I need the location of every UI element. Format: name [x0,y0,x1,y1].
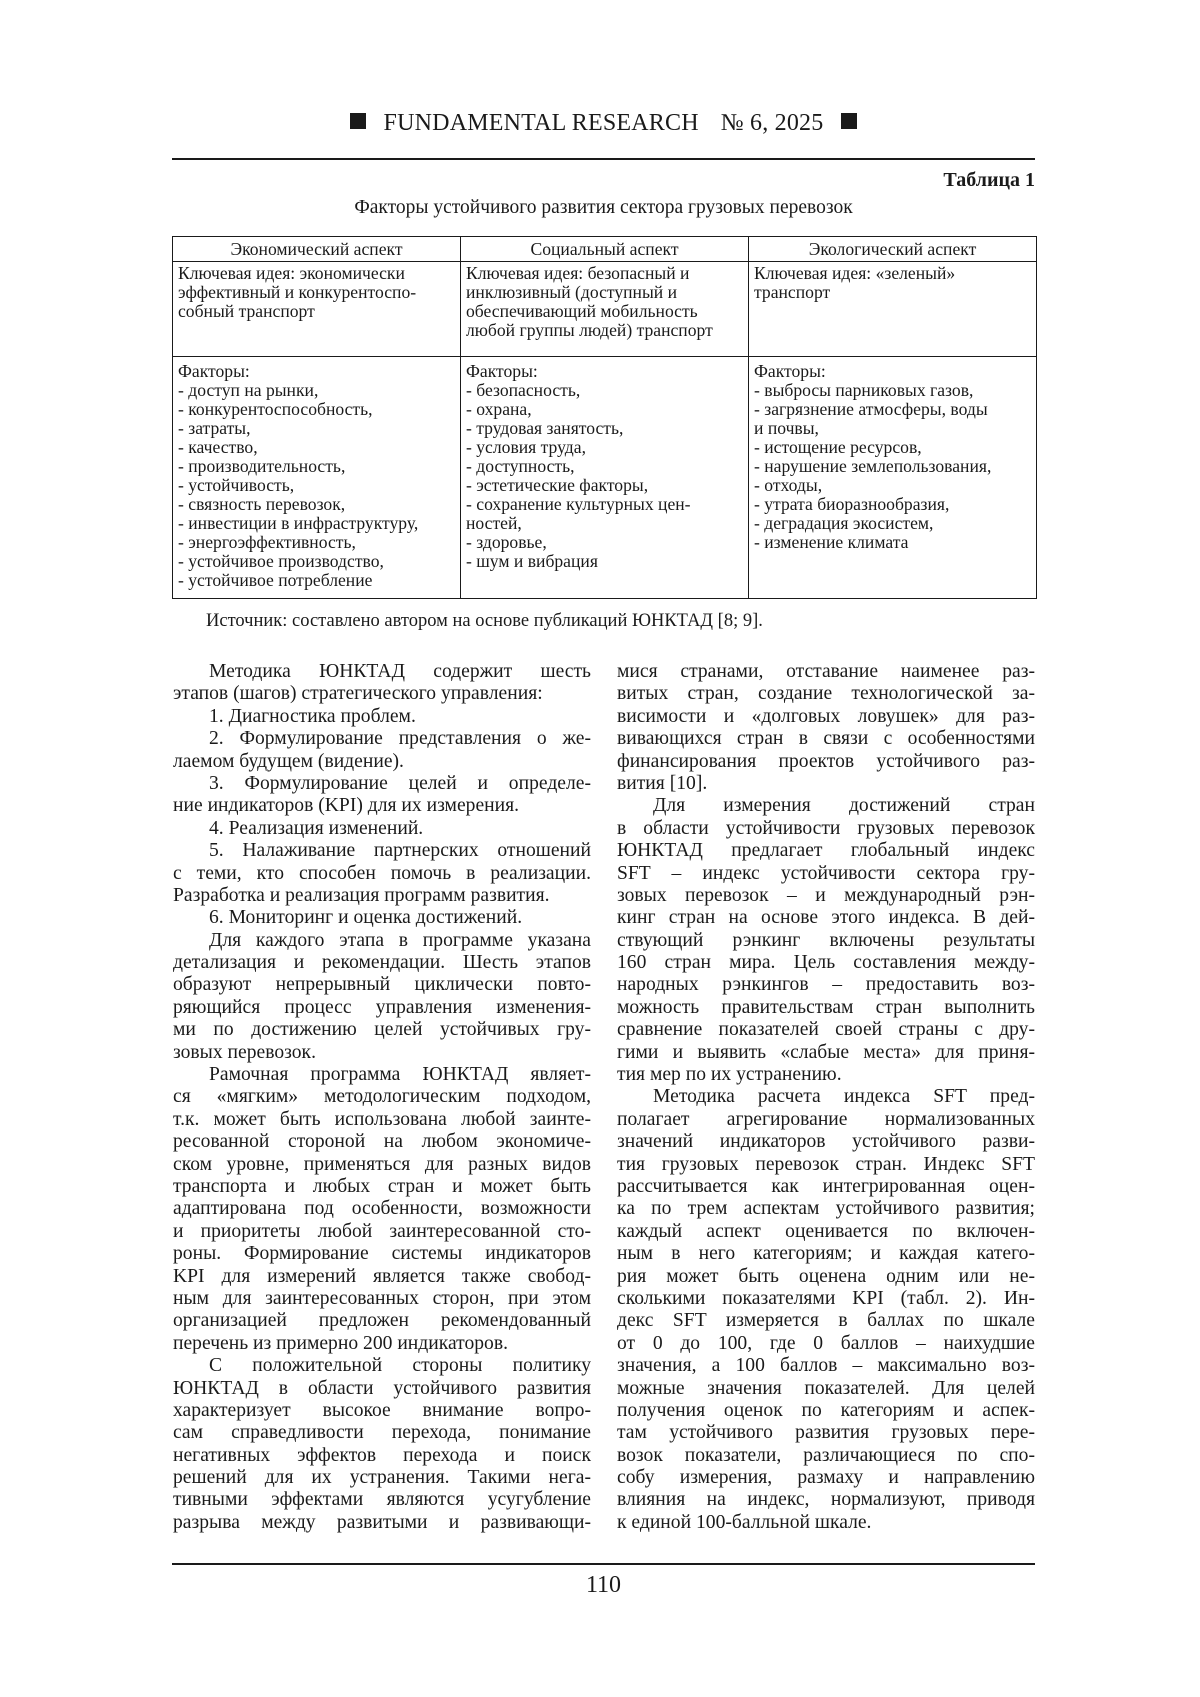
text-line: висимости и «долговых ловушек» для раз- [617,705,1035,727]
text-line: ряющийся процесс управления изменения- [173,996,591,1018]
text-line: разрыва между развитыми и развивающи- [173,1511,591,1533]
factors-cell [461,357,749,599]
table-label: Таблица 1 [943,169,1035,191]
column-header-social: Социальный аспект [461,237,749,262]
text-column-left [173,661,591,1534]
text-line: вития [10]. [617,772,708,794]
cell-line: - шум и вибрация [466,551,598,571]
text-line: рассчитывается как интегрированная оцен- [617,1175,1035,1197]
text-line: ным в него категориям; и каждая катего- [617,1243,1035,1265]
text-line: ние индикаторов (KPI) для их измерения. [173,795,520,817]
text-line: С положительной стороны политику [209,1355,591,1377]
text-line: к единой 100-балльной шкале. [617,1511,872,1533]
key-idea-cell [173,262,461,357]
cell-line: Ключевая идея: «зеленый» [754,263,956,283]
text-line: этапов (шагов) стратегического управления: [173,683,543,705]
text-line: транспорта и любых стран и может быть [173,1175,591,1197]
factors-cell [173,357,461,599]
text-line: Разработка и реализация программ развития. [173,884,550,906]
cell-line: инклюзивный (доступный и [466,282,678,302]
text-line: зовых перевозок. [173,1041,316,1063]
text-line: возок показатели, различающиеся по спо- [617,1444,1035,1466]
cell-line: - истощение ресурсов, [754,437,922,457]
column-header-ecological: Экологический аспект [749,237,1037,262]
cell-line: - утрата биоразнообразия, [754,494,950,514]
cell-line: - устойчивое потребление [178,570,373,590]
text-line: и приоритеты любой заинтересованной сто- [173,1220,591,1242]
cell-line: - энергоэффективность, [178,532,356,552]
cell-line: - связность перевозок, [178,494,346,514]
text-line: в области устойчивости грузовых перевозок [617,817,1035,839]
text-line: ми по достижению целей устойчивых гру- [173,1019,591,1041]
cell-line: - сохранение культурных цен- [466,494,691,514]
key-idea-cell [749,262,1037,357]
cell-line: Факторы: [466,361,538,381]
cell-line: - выбросы парниковых газов, [754,380,974,400]
journal-title: FUNDAMENTAL RESEARCH [383,110,699,136]
text-line: 2. Формулирование представления о же- [209,728,591,750]
text-line: ЮНКТАД в области устойчивого развития [173,1377,591,1399]
text-line: Методика ЮНКТАД содержит шесть [209,661,591,682]
header-rule [172,158,1035,160]
text-line: рия может быть оценена одним или не- [617,1265,1035,1287]
issue-number: № 6, 2025 [720,110,824,136]
text-line: влияния на индекс, нормализуют, приводя [617,1489,1035,1511]
running-header [172,110,1035,137]
text-line: сколькими показателями KPI (табл. 2). Ин- [617,1287,1035,1309]
text-line: ствующий рэнкинг включены результаты [617,929,1035,951]
table-header-row [173,237,1037,262]
text-line: Для каждого этапа в программе указана [209,929,591,951]
text-line: SFT – индекс устойчивости сектора гру- [617,862,1035,884]
cell-line: - охрана, [466,399,532,419]
key-idea-row [173,262,1037,357]
text-line: народных рэнкингов – предоставить воз- [617,974,1035,996]
cell-line: - затраты, [178,418,251,438]
text-line: ресованной стороной на любом экономиче- [173,1131,591,1153]
text-line: ным для заинтересованных сторон, при этом [173,1287,591,1309]
text-line: вивающихся стран в связи с особенностями [617,728,1035,750]
cell-line: эффективный и конкурентоспо- [178,282,417,302]
cell-line: - доступ на рынки, [178,380,319,400]
column-header-economic: Экономический аспект [173,237,461,262]
text-line: мися странами, отставание наименее раз- [617,661,1035,682]
text-line: 1. Диагностика проблем. [209,705,416,727]
text-line: декс SFT измеряется в баллах по шкале [617,1310,1035,1332]
cell-line: - безопасность, [466,380,581,400]
cell-line: любой группы людей) транспорт [466,320,713,340]
text-line: 160 стран мира. Цель составления между- [617,952,1035,974]
text-line: Методика расчета индекса SFT пред- [653,1086,1035,1108]
text-line: значений индикаторов устойчивого разви- [617,1131,1035,1153]
text-line: детализация и рекомендации. Шесть этапов [173,952,591,974]
cell-line: - изменение климата [754,532,909,552]
text-line: 4. Реализация изменений. [209,817,424,839]
text-line: сам справедливости перехода, понимание [173,1422,591,1444]
cell-line: собный транспорт [178,301,315,321]
cell-line: Факторы: [754,361,826,381]
text-line: получения оценок по категориям и аспек- [617,1399,1035,1421]
cell-line: - устойчивое производство, [178,551,384,571]
page-number: 110 [585,1572,622,1598]
cell-line: - нарушение землепользования, [754,456,992,476]
cell-line: - деградация экосистем, [754,513,934,533]
text-line: адаптирована под особенности, возможности [173,1198,591,1220]
text-line: организацией предложен рекомендованный [173,1310,591,1332]
text-line: т.к. может быть использована любой заинте- [173,1108,591,1130]
text-line: кинг стран на основе этого индекса. В дей- [617,907,1035,929]
cell-line: обеспечивающий мобильность [466,301,698,321]
cell-line: - устойчивость, [178,475,295,495]
table-caption: Факторы устойчивого развития сектора грузовых перевозок [354,197,853,218]
text-line: ка по трем аспектам устойчивого развития; [617,1198,1035,1220]
table-source-note: Источник: составлено автором на основе публикаций ЮНКТАД [8; 9]. [206,611,763,631]
text-line: ском уровне, применяться для разных видов [173,1153,591,1175]
text-line: тия мер по их устранению. [617,1064,842,1086]
text-line: Рамочная программа ЮНКТАД являет- [209,1064,591,1086]
text-line: там устойчивого развития грузовых пере- [617,1422,1035,1444]
cell-line: - трудовая занятость, [466,418,624,438]
text-line: лаемом будущем (видение). [173,750,404,772]
text-line: собу измерения, размаху и направлению [617,1467,1035,1489]
cell-line: - конкурентоспособность, [178,399,373,419]
text-line: перечень из примерно 200 индикаторов. [173,1332,508,1354]
text-line: KPI для измерений является также свобод- [173,1265,591,1287]
square-bullet-icon [841,113,857,129]
text-column-right [617,661,1035,1534]
text-line: сравнение показателей своей страны с дру- [617,1019,1035,1041]
text-line: витых стран, создание технологической за- [617,683,1035,705]
text-line: зовых перевозок – и международный рэн- [617,884,1035,906]
cell-line: Факторы: [178,361,250,381]
text-line: Для измерения достижений стран [653,795,1035,817]
cell-line: транспорт [754,282,831,302]
text-line: значения, а 100 баллов – максимально воз- [617,1355,1035,1377]
text-line: 6. Мониторинг и оценка достижений. [209,907,523,929]
text-line: образуют непрерывный циклически повто- [173,974,591,996]
text-line: от 0 до 100, где 0 баллов – наихудшие [617,1332,1035,1354]
text-line: полагает агрегирование нормализованных [617,1108,1035,1130]
text-line: 5. Налаживание партнерских отношений [209,840,591,862]
factors-table [172,236,1037,599]
cell-line: и почвы, [754,418,819,438]
cell-line: - качество, [178,437,258,457]
factors-row [173,357,1037,599]
cell-line: - здоровье, [466,532,547,552]
text-line: гими и выявить «слабые места» для приня- [617,1041,1035,1063]
cell-line: - производительность, [178,456,346,476]
factors-cell [749,357,1037,599]
text-line: роны. Формирование системы индикаторов [173,1243,591,1265]
text-line: 3. Формулирование целей и определе- [209,772,591,794]
cell-line: - отходы, [754,475,823,495]
text-line: каждый аспект оценивается по включен- [617,1220,1035,1242]
footer-rule [172,1563,1035,1565]
cell-line: - загрязнение атмосферы, воды [754,399,988,419]
text-line: негативных эффектов перехода и поиск [173,1444,591,1466]
cell-line: - доступность, [466,456,575,476]
text-line: тия грузовых перевозок стран. Индекс SFT [617,1153,1035,1175]
cell-line: - эстетические факторы, [466,475,649,495]
cell-line: Ключевая идея: экономически [178,263,405,283]
text-line: финансирования проектов устойчивого раз- [617,750,1035,772]
text-line: характеризует высокое внимание вопро- [173,1399,591,1421]
cell-line: Ключевая идея: безопасный и [466,263,690,283]
cell-line: - инвестиции в инфраструктуру, [178,513,419,533]
square-bullet-icon [350,113,366,129]
text-line: ЮНКТАД предлагает глобальный индекс [617,840,1035,862]
cell-line: - условия труда, [466,437,586,457]
text-line: ся «мягким» методологическим подходом, [173,1086,591,1108]
text-line: можные значения показателей. Для целей [617,1377,1035,1399]
text-line: с теми, кто способен помочь в реализации. [173,862,591,884]
text-line: можность правительствам стран выполнить [617,996,1035,1018]
key-idea-cell [461,262,749,357]
text-line: решений для их устранения. Такими нега- [173,1467,591,1489]
cell-line: ностей, [466,513,522,533]
text-line: тивными эффектами являются усугубление [173,1489,591,1511]
